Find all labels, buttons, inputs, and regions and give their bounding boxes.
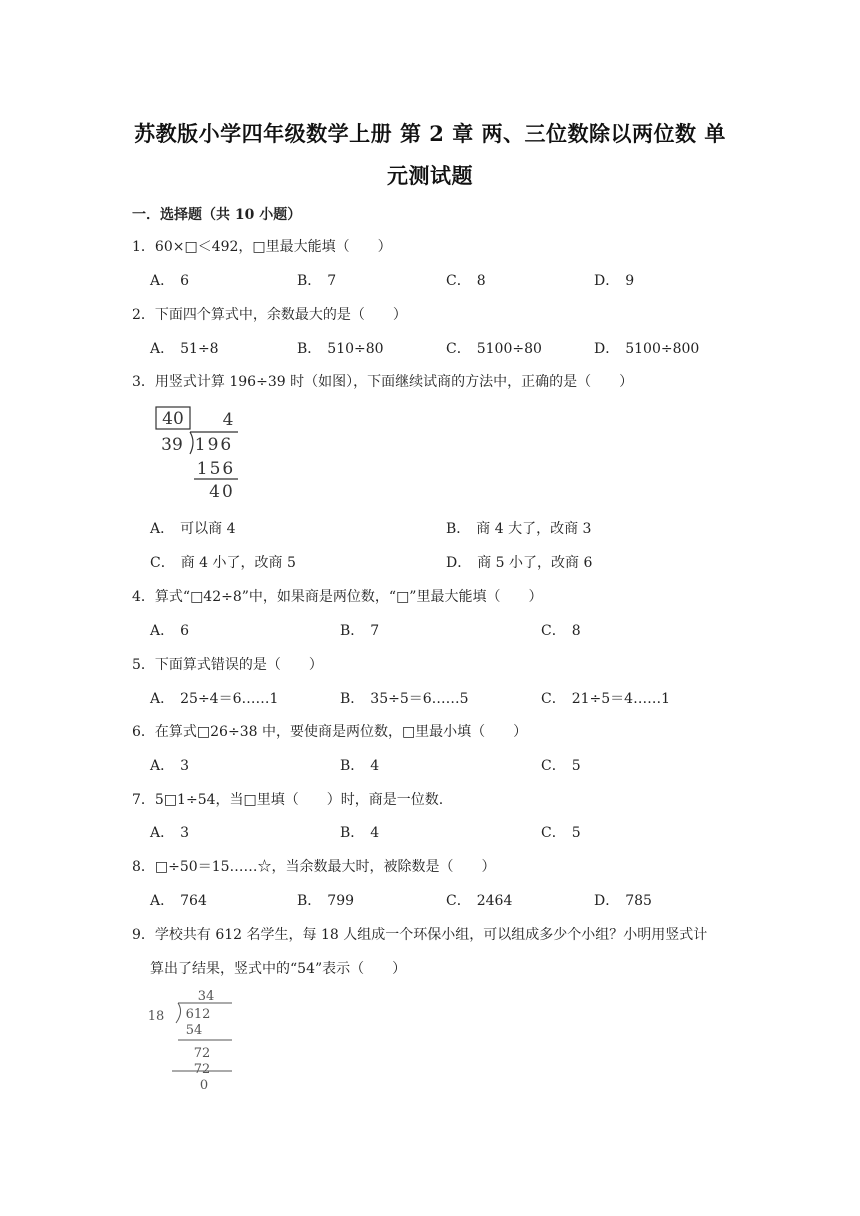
option-a: A． 3 [150,825,190,841]
option-d: D． 9 [594,273,635,289]
option-b: B． 35÷5＝6……5 [340,691,469,707]
option-b: B． 4 [340,758,380,774]
dividend: 196 [194,435,234,455]
question-number: 4． [132,589,155,605]
remainder: 0 [199,1078,209,1093]
option-c: C． 5 [541,825,581,841]
divisor: 39 [161,435,183,455]
long-division-figure-q3 [150,404,250,504]
question-text: □÷50＝15……☆，当余数最大时，被除数是（ ） [154,859,496,875]
question-text: 学校共有 612 名学生，每 18 人组成一个环保小组，可以组成多少个小组？小明用竖式计 [154,927,708,943]
question-text: 算式“□42÷8”中，如果商是两位数，“□”里最大能填（ ） [154,589,543,605]
product: 156 [196,459,236,479]
option-a: A． 51÷8 [150,341,219,357]
question-9-continued: 算出了结果，竖式中的“54”表示（ ） [150,961,407,977]
option-a: A． 6 [150,623,190,639]
question-1 [132,236,392,256]
option-c: C． 8 [446,273,486,289]
option-a: A． 764 [150,893,207,909]
option-b: B． 7 [297,273,337,289]
question-number: 2． [132,307,155,323]
option-c: C． 21÷5＝4……1 [541,691,670,707]
option-c: C． 8 [541,623,581,639]
question-number: 9． [132,927,155,943]
option-a: A． 25÷4＝6……1 [150,691,279,707]
option-b: B． 4 [340,825,380,841]
document-title-line2: 元测试题 [387,163,473,188]
question-5 [132,654,323,674]
question-7 [132,789,443,809]
option-b: B． 799 [297,893,355,909]
long-division-figure-q9 [142,985,238,1093]
option-c: C． 5 [541,758,581,774]
option-b: B． 商 4 大了，改商 3 [446,521,592,537]
question-text: 下面算式错误的是（ ） [154,657,323,673]
option-b: B． 7 [340,623,380,639]
option-d: D． 785 [594,893,652,909]
question-text: 5□1÷54，当□里填（ ）时，商是一位数. [154,792,444,808]
question-8 [132,856,496,876]
quotient: 4 [222,410,234,430]
question-number: 6． [132,724,155,740]
dividend: 612 [185,1007,211,1022]
question-number: 8． [132,859,155,875]
option-c: C． 商 4 小了，改商 5 [150,555,296,571]
question-number: 5． [132,657,155,673]
product1: 54 [185,1023,203,1038]
question-text: 60×□＜492，□里最大能填（ ） [154,239,392,255]
option-c: C． 5100÷80 [446,341,542,357]
product2: 72 [193,1062,211,1077]
question-9 [132,924,707,944]
option-d: D． 5100÷800 [594,341,700,357]
question-4 [132,586,542,606]
question-2 [132,304,407,324]
option-d: D． 商 5 小了，改商 6 [446,555,593,571]
question-number: 1． [132,239,155,255]
question-number: 3． [132,374,155,390]
option-a: A． 3 [150,758,190,774]
question-6 [132,721,527,741]
question-text: 下面四个算式中，余数最大的是（ ） [154,307,407,323]
question-text: 用竖式计算 196÷39 时（如图），下面继续试商的方法中，正确的是（ ） [154,374,634,390]
option-a: A． 6 [150,273,190,289]
option-c: C． 2464 [446,893,513,909]
box-value: 40 [162,409,184,429]
remainder: 40 [209,482,235,502]
partial-dividend: 72 [193,1046,211,1061]
question-text: 在算式□26÷38 中，要使商是两位数，□里最小填（ ） [154,724,528,740]
option-b: B． 510÷80 [297,341,384,357]
section-heading: 一．选择题（共 10 小题） [132,207,302,223]
question-3 [132,371,633,391]
quotient: 34 [197,989,215,1004]
option-a: A． 可以商 4 [150,521,236,537]
document-title-line1: 苏教版小学四年级数学上册 第 2 章 两、三位数除以两位数 单 [134,121,726,146]
divisor: 18 [147,1009,165,1024]
question-number: 7． [132,792,155,808]
